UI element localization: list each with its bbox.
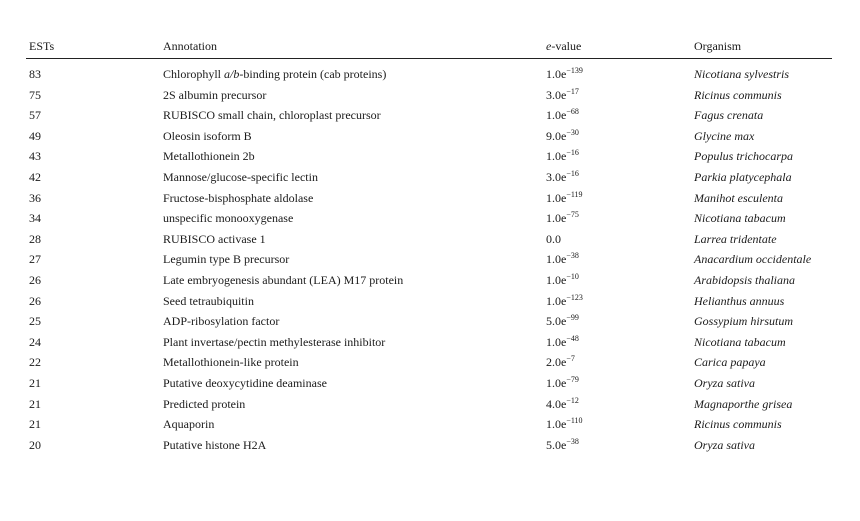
e-value-exponent: −123 [566, 292, 583, 302]
table-row [0, 210, 860, 231]
e-value [546, 190, 583, 206]
organism: Carica papaya [694, 355, 766, 370]
e-value-base: 1.0e [546, 149, 567, 164]
est-annotation-table [0, 30, 860, 452]
organism: Gossypium hirsutum [694, 314, 794, 329]
e-value [546, 293, 583, 309]
annotation-text: Legumin type B precursor [163, 252, 290, 267]
organism: Ricinus communis [694, 87, 782, 102]
e-value-exponent: −48 [566, 333, 579, 343]
e-value [546, 148, 579, 164]
e-value-base: 1.0e [546, 190, 567, 205]
table-row [0, 251, 860, 272]
annotation-text: Metallothionein-like protein [163, 355, 299, 370]
ests-count: 49 [29, 128, 41, 143]
organism: Ricinus communis [694, 417, 782, 432]
table-row [0, 354, 860, 375]
ests-count: 43 [29, 149, 41, 164]
e-value-base: 1.0e [546, 417, 567, 432]
annotation [163, 437, 266, 453]
e-value [546, 87, 579, 103]
annotation [163, 396, 245, 412]
header-evalue-italic-e: e [546, 39, 552, 53]
annotation [163, 87, 266, 103]
e-value-base: 0.0 [546, 231, 561, 246]
e-value-base: 3.0e [546, 87, 567, 102]
annotation [163, 313, 279, 329]
ests-count: 24 [29, 334, 41, 349]
e-value-exponent: −79 [566, 374, 579, 384]
annotation-text: Aquaporin [163, 417, 215, 432]
table-row [0, 416, 860, 437]
organism: Fagus crenata [694, 108, 764, 123]
e-value [546, 66, 583, 82]
organism: Nicotiana sylvestris [694, 67, 789, 81]
e-value-base: 1.0e [546, 293, 567, 308]
annotation [163, 169, 318, 185]
e-value-base: 1.0e [546, 252, 567, 267]
organism: Populus trichocarpa [694, 149, 793, 164]
organism: Parkia platycephala [694, 169, 792, 184]
e-value-exponent: −75 [566, 210, 579, 220]
e-value-exponent: −16 [566, 148, 579, 158]
e-value-exponent: −119 [566, 189, 583, 199]
header-rule [26, 58, 832, 59]
annotation-text: Late embryogenesis abundant (LEA) M17 protein [163, 272, 404, 287]
e-value-exponent: −30 [566, 127, 579, 137]
table-row [0, 375, 860, 396]
e-value [546, 272, 579, 288]
annotation-text: Seed tetraubiquitin [163, 293, 254, 308]
organism: Nicotiana tabacum [694, 334, 786, 349]
annotation-text: Metallothionein 2b [163, 149, 255, 164]
e-value [546, 437, 579, 453]
e-value [546, 354, 575, 370]
annotation-text: unspecific monooxygenase [163, 211, 294, 226]
e-value-base: 9.0e [546, 128, 567, 143]
annotation-text: ADP-ribosylation factor [163, 314, 280, 329]
ests-count: 34 [29, 211, 41, 226]
annotation-text: Oleosin isoform B [163, 128, 252, 143]
e-value-exponent: −110 [566, 416, 583, 426]
table-row [0, 396, 860, 417]
annotation-text: Putative histone H2A [163, 437, 267, 452]
table-row [0, 231, 860, 252]
e-value-base: 5.0e [546, 314, 567, 329]
table-row [0, 334, 860, 355]
table-body [0, 66, 860, 457]
table-row [0, 190, 860, 211]
ests-count: 25 [29, 314, 41, 329]
e-value-exponent: −7 [566, 354, 575, 364]
e-value [546, 334, 579, 350]
e-value-exponent: −99 [566, 313, 579, 323]
e-value [546, 169, 579, 185]
annotation [163, 231, 266, 247]
ests-count: 83 [29, 67, 41, 81]
e-value [546, 210, 579, 226]
annotation [163, 272, 403, 288]
annotation-text: RUBISCO small chain, chloroplast precursor [163, 108, 381, 123]
annotation-text: 2S albumin precursor [163, 87, 267, 102]
ests-count: 42 [29, 169, 41, 184]
table-row [0, 148, 860, 169]
annotation [163, 354, 299, 370]
annotation-text: Chlorophyll [163, 67, 225, 81]
ests-count: 28 [29, 231, 41, 246]
e-value-base: 3.0e [546, 169, 567, 184]
table-row [0, 87, 860, 108]
ests-count: 21 [29, 417, 41, 432]
header-ests: ESTs [29, 39, 55, 53]
ests-count: 57 [29, 108, 41, 123]
header-evalue-suffix: -value [551, 39, 582, 53]
e-value [546, 416, 583, 432]
ests-count: 26 [29, 272, 41, 287]
ests-count: 27 [29, 252, 41, 267]
table-row [0, 66, 860, 87]
table-row [0, 128, 860, 149]
e-value-exponent: −38 [566, 251, 579, 261]
annotation [163, 148, 255, 164]
annotation [163, 416, 214, 432]
table-header [0, 30, 860, 52]
e-value [546, 396, 579, 412]
header-annotation: Annotation [163, 39, 217, 53]
organism: Helianthus annuus [694, 293, 785, 308]
ests-count: 20 [29, 437, 41, 452]
organism: Glycine max [694, 128, 755, 143]
annotation [163, 251, 289, 267]
e-value-base: 2.0e [546, 355, 567, 370]
ests-count: 75 [29, 87, 41, 102]
annotation-italic: a/b [224, 67, 240, 81]
e-value-exponent: −38 [566, 436, 579, 446]
e-value [546, 375, 579, 391]
organism: Arabidopsis thaliana [694, 272, 796, 287]
e-value [546, 313, 579, 329]
annotation [163, 375, 327, 391]
table-row [0, 437, 860, 458]
e-value-base: 4.0e [546, 396, 567, 411]
annotation [163, 107, 381, 123]
annotation [163, 293, 254, 309]
ests-count: 36 [29, 190, 41, 205]
annotation [163, 210, 293, 226]
table-row [0, 313, 860, 334]
ests-count: 22 [29, 355, 41, 370]
annotation [163, 66, 386, 82]
table-row [0, 107, 860, 128]
annotation [163, 334, 385, 350]
ests-count: 21 [29, 375, 41, 390]
annotation-text: Mannose/glucose-specific lectin [163, 169, 318, 184]
e-value-exponent: −68 [566, 107, 579, 117]
annotation [163, 128, 252, 144]
annotation-text: Putative deoxycytidine deaminase [163, 375, 327, 390]
e-value-exponent: −10 [566, 271, 579, 281]
organism: Magnaporthe grisea [694, 396, 793, 411]
e-value [546, 128, 579, 144]
organism: Manihot esculenta [694, 190, 783, 205]
e-value-exponent: −16 [566, 168, 579, 178]
table-row [0, 272, 860, 293]
organism: Oryza sativa [694, 375, 755, 390]
annotation-text: Plant invertase/pectin methylesterase inhibitor [163, 334, 386, 349]
organism: Nicotiana tabacum [694, 211, 786, 226]
annotation-text: Predicted protein [163, 396, 246, 411]
e-value-base: 1.0e [546, 272, 567, 287]
ests-count: 26 [29, 293, 41, 308]
table-row [0, 293, 860, 314]
table-row [0, 169, 860, 190]
e-value-exponent: −139 [566, 66, 583, 75]
e-value-base: 1.0e [546, 67, 567, 81]
organism: Anacardium occidentale [694, 252, 812, 267]
annotation-text: RUBISCO activase 1 [163, 231, 266, 246]
e-value-base: 1.0e [546, 375, 567, 390]
organism: Oryza sativa [694, 437, 755, 452]
e-value-base: 1.0e [546, 108, 567, 123]
header-evalue [546, 38, 581, 54]
e-value-exponent: −17 [566, 86, 579, 96]
annotation [163, 190, 313, 206]
annotation-text: Fructose-bisphosphate aldolase [163, 190, 314, 205]
e-value [546, 251, 579, 267]
e-value-base: 1.0e [546, 211, 567, 226]
e-value-base: 5.0e [546, 437, 567, 452]
e-value [546, 231, 561, 247]
e-value-exponent: −12 [566, 395, 579, 405]
organism: Larrea tridentate [694, 231, 777, 246]
e-value-base: 1.0e [546, 334, 567, 349]
annotation-text-post: -binding protein (cab proteins) [239, 67, 387, 81]
header-organism: Organism [694, 39, 742, 53]
ests-count: 21 [29, 396, 41, 411]
e-value [546, 107, 579, 123]
